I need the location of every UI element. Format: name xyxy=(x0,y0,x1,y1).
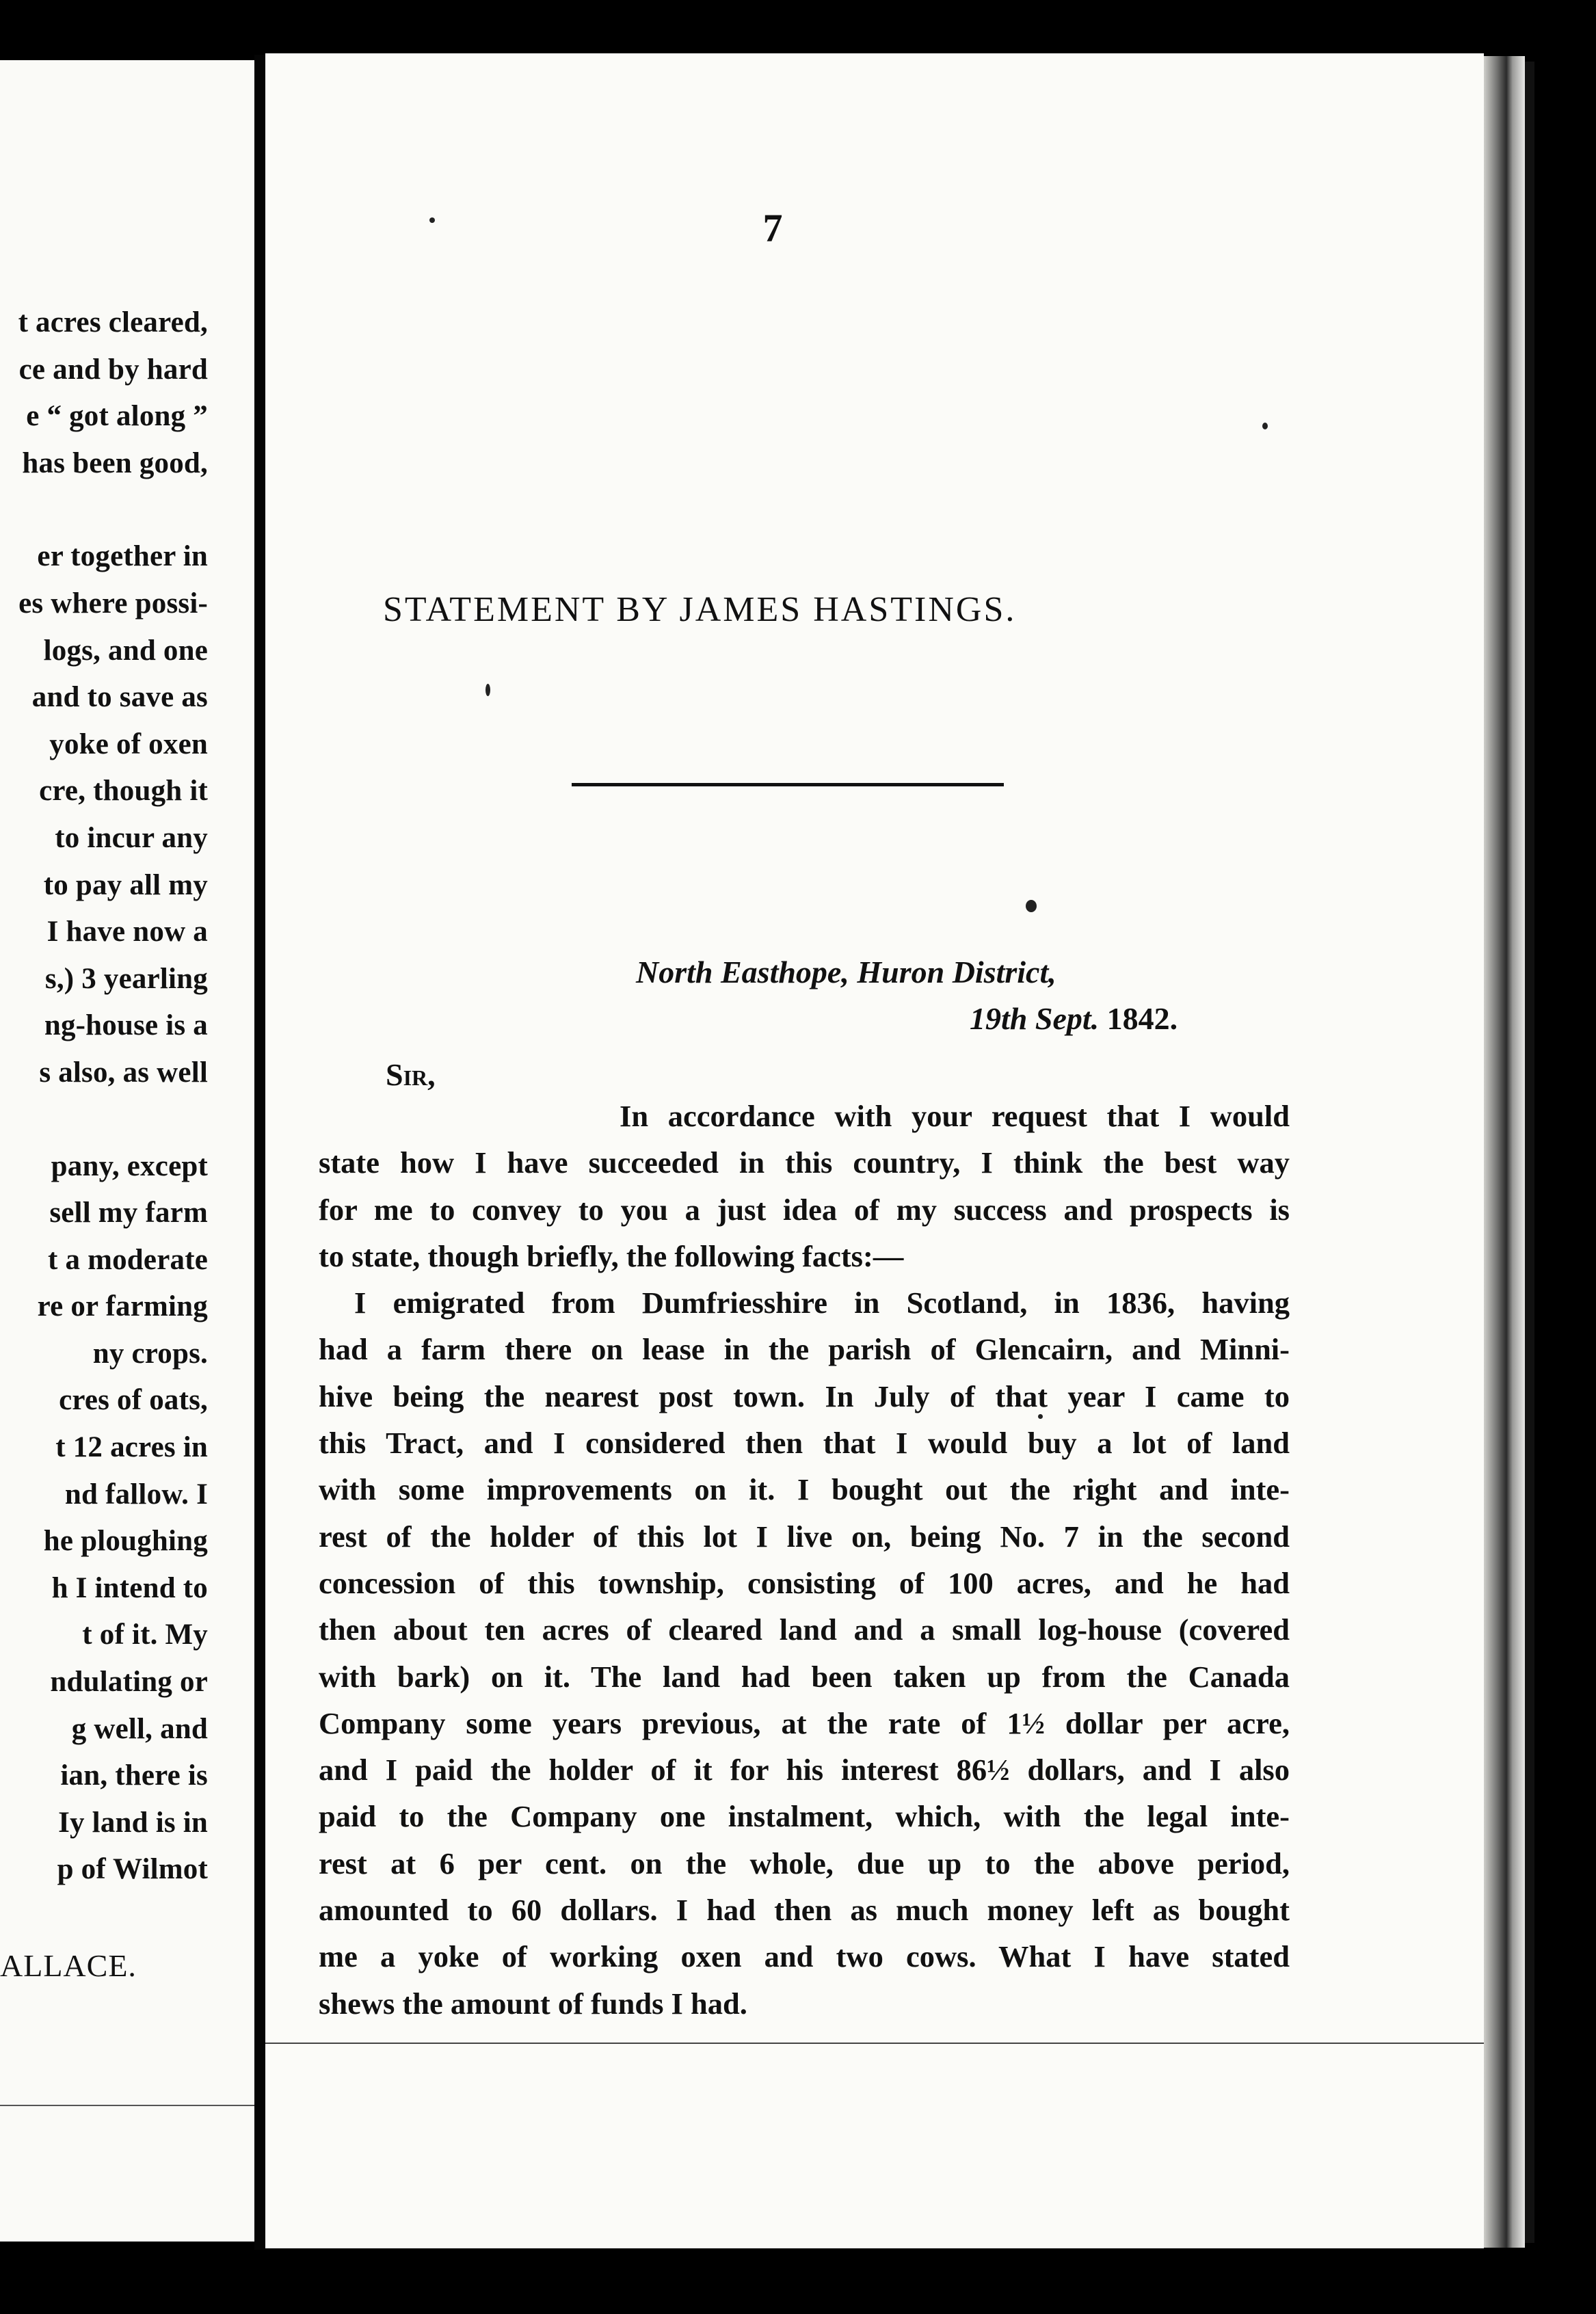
body-line: hive being the nearest post town. In July of that year I came to xyxy=(319,1379,1290,1413)
body-line: for me to convey to you a just idea of my success and prospects is xyxy=(319,1192,1290,1227)
page-edge xyxy=(1484,56,1525,2248)
body-line: and I paid the holder of it for his interest 86½ dollars, and I also xyxy=(319,1753,1290,1787)
ink-speck xyxy=(1026,900,1037,912)
left-page-line: er together in xyxy=(37,540,208,573)
body-line: state how I have succeeded in this country, I think the best way xyxy=(319,1145,1290,1180)
left-page-rule xyxy=(0,2105,254,2106)
dateline-day: 19th xyxy=(970,1001,1028,1036)
left-page-line: yoke of oxen xyxy=(49,728,208,760)
left-page-line: sell my farm xyxy=(49,1197,208,1229)
left-page-line: nd fallow. I xyxy=(64,1478,208,1511)
left-page-line: to pay all my xyxy=(43,868,208,901)
left-page-line xyxy=(0,487,254,533)
heading-rule xyxy=(572,783,1004,786)
statement-heading: STATEMENT BY JAMES HASTINGS. xyxy=(383,590,1017,629)
left-page-line: ce and by hard xyxy=(18,353,208,386)
ink-speck xyxy=(1262,423,1268,429)
body-line: then about ten acres of cleared land and a small log-house (covered xyxy=(319,1612,1290,1647)
page-number: 7 xyxy=(762,206,783,250)
left-facing-page xyxy=(0,60,254,2242)
left-page-line: and to save as xyxy=(31,681,208,714)
scan-fold-line xyxy=(265,2043,1484,2044)
left-page-line: Iy land is in xyxy=(58,1806,208,1839)
ink-speck xyxy=(486,684,490,696)
left-page-line: I have now a xyxy=(46,916,208,948)
left-page-signature: ALLACE. xyxy=(0,1948,137,1983)
dateline-date xyxy=(970,1000,1178,1037)
left-page-line: h I intend to xyxy=(51,1571,208,1604)
body-line: I emigrated from Dumfriesshire in Scotland, in 1836, having xyxy=(354,1286,1290,1320)
left-page-line: t 12 acres in xyxy=(55,1431,208,1464)
left-page-line: pany, except xyxy=(51,1149,208,1182)
left-page-line: t acres cleared, xyxy=(18,306,208,338)
left-page-line: s,) 3 yearling xyxy=(44,962,208,995)
body-line: paid to the Company one instalment, which, with the legal inte- xyxy=(319,1799,1290,1834)
body-line: this Tract, and I considered then that I would buy a lot of land xyxy=(319,1426,1290,1461)
left-page-line: cre, though it xyxy=(39,775,208,808)
left-page-line xyxy=(0,1097,254,1143)
body-line: with bark) on it. The land had been taken up from the Canada xyxy=(319,1659,1290,1694)
salutation: Sir, xyxy=(386,1057,436,1092)
body-line: shews the amount of funds I had. xyxy=(319,1986,747,2021)
left-page-line: ndulating or xyxy=(50,1666,208,1699)
left-page-line: ian, there is xyxy=(60,1759,208,1792)
left-page-line: re or farming xyxy=(37,1290,208,1323)
body-line: rest of the holder of this lot I live on, being No. 7 in the second xyxy=(319,1519,1290,1554)
body-line: me a yoke of working oxen and two cows. What I have stated xyxy=(319,1939,1290,1974)
body-line: In accordance with your request that I would xyxy=(620,1099,1290,1133)
book-gutter xyxy=(254,55,265,2250)
body-line: to state, though briefly, the following facts:— xyxy=(319,1238,904,1273)
left-page-line: t of it. My xyxy=(82,1619,208,1651)
body-line: Company some years previous, at the rate of 1½ dollar per acre, xyxy=(319,1705,1290,1740)
body-line: rest at 6 per cent. on the whole, due up to the above period, xyxy=(319,1846,1290,1880)
left-page-line: cres of oats, xyxy=(59,1384,208,1417)
dateline-month: Sept. xyxy=(1035,1001,1100,1036)
left-page-line: e “ got along ” xyxy=(26,400,208,433)
left-page-line: s also, as well xyxy=(39,1056,208,1089)
left-page-text xyxy=(0,300,254,1893)
left-page-line: t a moderate xyxy=(47,1243,208,1276)
left-page-line: to incur any xyxy=(55,821,208,854)
dateline-year: 1842. xyxy=(1106,1001,1178,1036)
body-line: amounted to 60 dollars. I had then as much money left as bought xyxy=(319,1893,1290,1928)
left-page-line: has been good, xyxy=(22,447,208,479)
left-page-line: he ploughing xyxy=(43,1525,208,1558)
left-page-line: es where possi- xyxy=(18,587,208,620)
left-page-line: ny crops. xyxy=(92,1337,208,1370)
dateline-place: North Easthope, Huron District, xyxy=(636,955,1056,989)
left-page-line: g well, and xyxy=(71,1712,208,1745)
ink-speck xyxy=(429,217,435,223)
left-page-line: p of Wilmot xyxy=(57,1853,208,1886)
page-edge-shadow xyxy=(1525,62,1534,2243)
body-line: with some improvements on it. I bought out the right and inte- xyxy=(319,1472,1290,1507)
body-line: had a farm there on lease in the parish of Glencairn, and Minni- xyxy=(319,1332,1290,1367)
left-page-line: logs, and one xyxy=(43,634,208,667)
left-page-line: ng-house is a xyxy=(44,1009,208,1042)
body-line: concession of this township, consisting of 100 acres, and he had xyxy=(319,1565,1290,1600)
letter-body xyxy=(319,1093,1290,2027)
